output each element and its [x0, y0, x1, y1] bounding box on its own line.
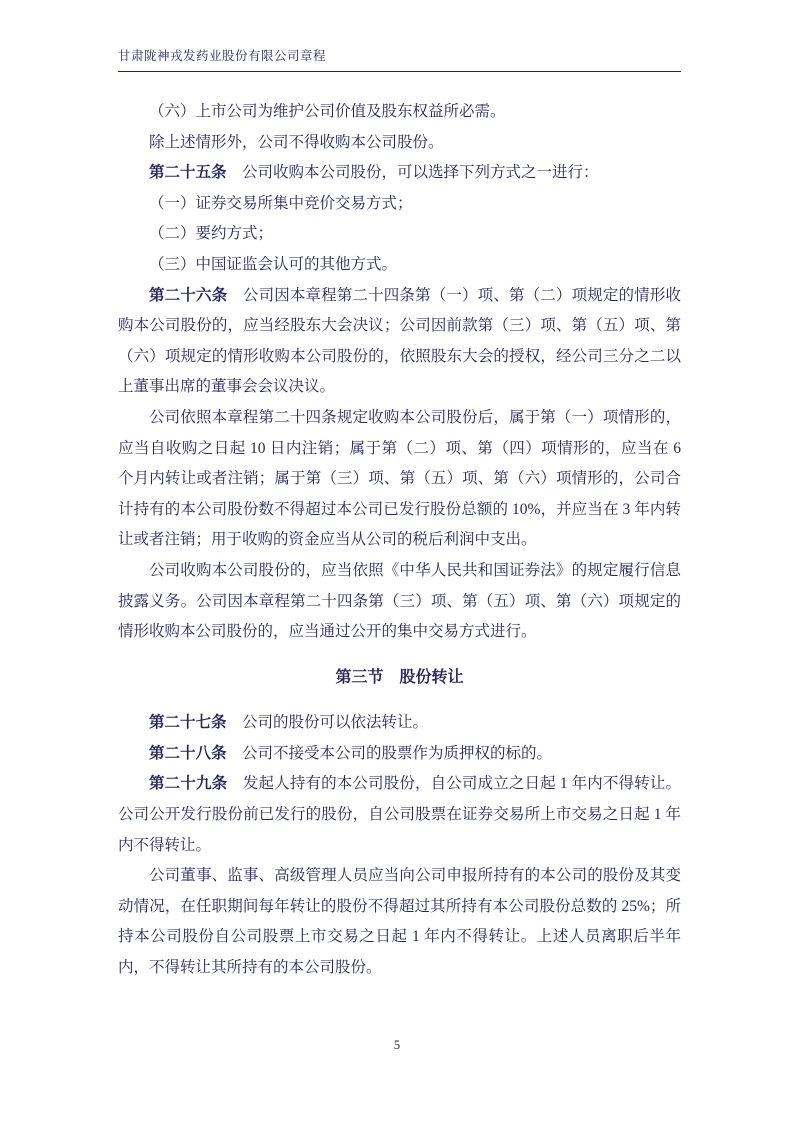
article-text: 发起人持有的本公司股份，自公司成立之日起 1 年内不得转让。公司公开发行股份前已发行的股份，自公司股票在证券交易所上市交易之日起 1 年内不得转让。 — [118, 775, 681, 854]
paragraph — [118, 739, 681, 770]
paragraph — [118, 769, 681, 861]
article-number: 第二十六条 — [149, 286, 228, 304]
article-text: 公司不接受本公司的股票作为质押权的标的。 — [226, 744, 553, 762]
page-number: 5 — [393, 1038, 401, 1052]
document-content — [118, 97, 681, 984]
article-number: 第二十七条 — [149, 714, 227, 732]
page-footer — [0, 1038, 794, 1053]
paragraph — [118, 281, 681, 403]
paragraph: （二）要约方式； — [149, 225, 274, 243]
paragraph: 公司依照本章程第二十四条规定收购本公司股份后，属于第（一）项情形的，应当自收购之日起 10 日内注销；属于第（二）项、第（四）项情形的，应当在 6 个月内转让或者注销；属于第（三）项、第（五）项、第（六）项情形的，公司合计持有的本公司股份数不得超过本公司已发行股份总额的 10%，并应当在 3 年内转让或者注销；用于收购的资金应当从公司的税后利润中支出。 — [118, 408, 681, 549]
paragraph: 公司董事、监事、高级管理人员应当向公司申报所持有的本公司的股份及其变动情况，在任职期间每年转让的股份不得超过其所持有本公司股份总数的 25%；所持本公司股份自公司股票上市交易之日起 1 年内不得转让。上述人员离职后半年内，不得转让其所持有的本公司股份。 — [118, 867, 681, 977]
paragraph: （三）中国证监会认可的其他方式。 — [149, 255, 398, 273]
section-heading: 第三节 股份转让 — [335, 668, 464, 686]
header-title: 甘肃陇神戎发药业股份有限公司章程 — [118, 49, 327, 63]
paragraph: （一）证券交易所集中竞价交易方式； — [149, 194, 413, 212]
article-number: 第二十九条 — [149, 775, 228, 793]
page-header — [118, 46, 681, 72]
article-number: 第二十八条 — [149, 744, 227, 762]
paragraph: （六）上市公司为维护公司价值及股东权益所必需。 — [149, 103, 506, 120]
article-number: 第二十五条 — [149, 164, 227, 182]
paragraph: 公司收购本公司股份的，应当依照《中华人民共和国证券法》的规定履行信息披露义务。公司因本章程第二十四条第（三）项、第（五）项、第（六）项规定的情形收购本公司股份的，应当通过公开的集中交易方式进行。 — [118, 561, 681, 641]
paragraph — [118, 158, 681, 189]
article-text: 公司的股份可以依法转让。 — [226, 714, 429, 732]
article-text: 公司因本章程第二十四条第（一）项、第（二）项规定的情形收购本公司股份的，应当经股东大会决议；公司因前款第（三）项、第（五）项、第（六）项规定的情形收购本公司股份的，依照股东大会的授权，经公司三分之二以上董事出席的董事会会议决议。 — [118, 286, 681, 396]
paragraph: 除上述情形外，公司不得收购本公司股份。 — [149, 133, 444, 151]
article-text: 公司收购本公司股份，可以选择下列方式之一进行： — [226, 164, 599, 182]
paragraph — [118, 708, 681, 739]
